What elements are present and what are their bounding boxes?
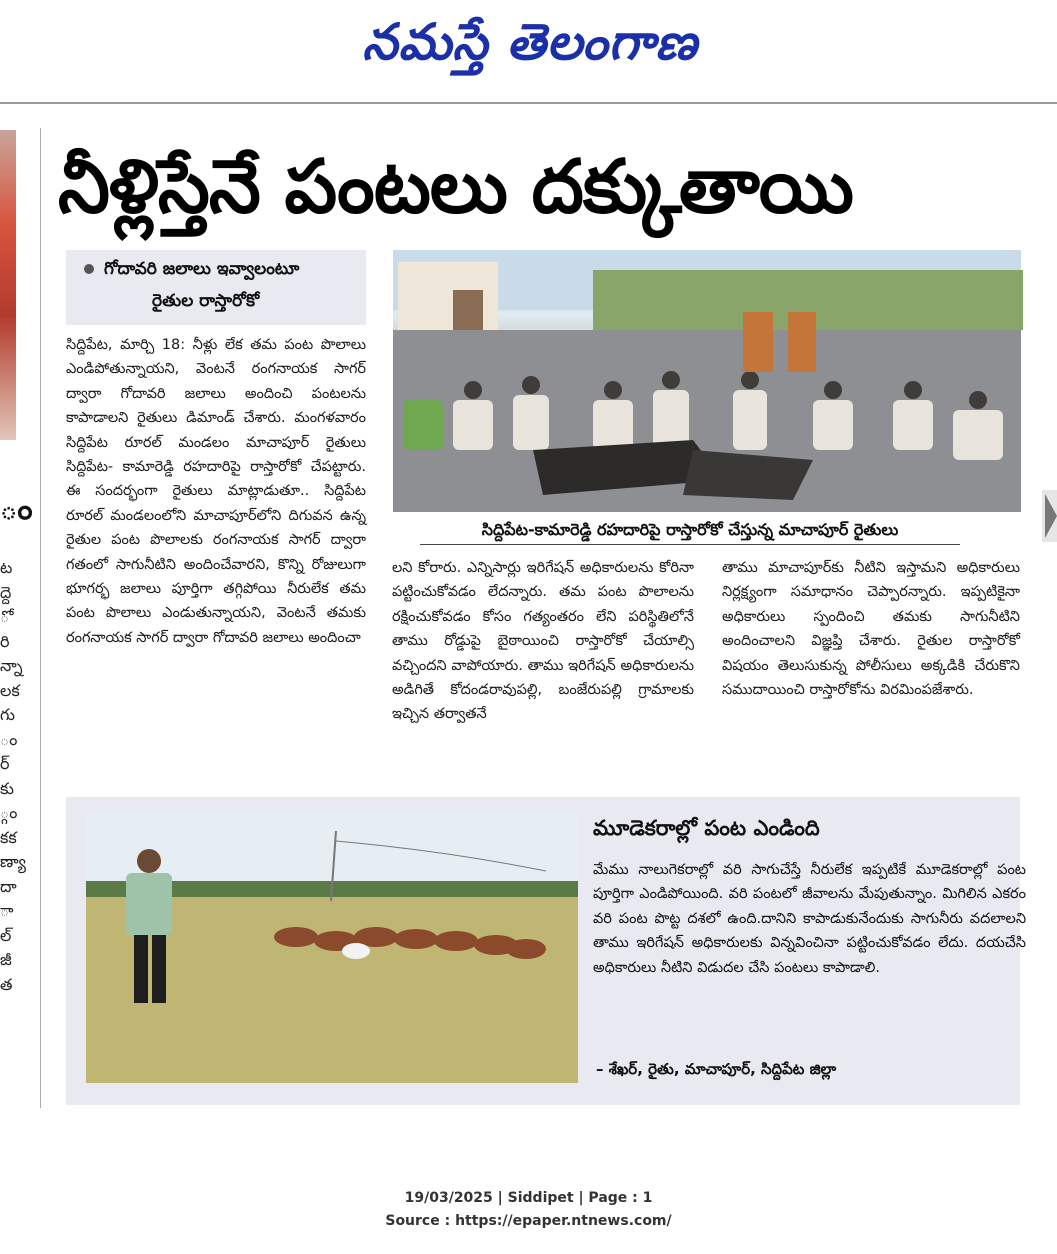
- column-divider: [40, 128, 41, 1108]
- photo-caption: సిద్దిపేట-కామారెడ్డి రహదారిపై రాస్తారోకో చేస్తున్న మాచాపూర్ రైతులు: [420, 516, 960, 545]
- farmer-field-illustration: [86, 811, 578, 1083]
- quote-box-title: మూడెకరాల్లో పంట ఎండింది: [593, 816, 820, 840]
- masthead: [0, 0, 1057, 100]
- subhead-line-2: రైతుల రాస్తారోకో: [152, 291, 260, 311]
- adjacent-article-text-fragment: ట ద్దె ో రి న్నా లక గు ం ర్ కు ్గం కక ణ్యా దా ా ల్ జీ త: [0, 558, 26, 994]
- bullet-icon: [84, 264, 94, 274]
- article-column-1: సిద్దిపేట, మార్చి 18: నీళ్లు లేక తమ పంట పొలాలు ఎండిపోతున్నాయని, వెంటనే రంగనాయక సాగర్ ద్వారా గోదావరి జలాలు అందించి పంటలను కాపాడాలని రైతులు డిమాండ్ చేశారు. మంగళవారం సిద్దిపేట రూరల్ మండలం మాచాపూర్ రైతులు సిద్దిపేట- కామారెడ్డి రహదారిపై రాస్తారోకో చేపట్టారు. ఈ సందర్భంగా రైతులు మాట్లాడుతూ.. సిద్దిపేట రూరల్ మండలంలోని మాచాపూర్‌లోని దిగువన ఉన్న రైతుల పంట పొలాలకు రంగనాయక సాగర్ ద్వారా గతంలో సాగునీటిని అందించేవారని, కొన్ని రోజులుగా భూగర్భ జలాలు పూర్తిగా తగ్గిపోయి నీరులేక తమ పంట పొలాలు ఎండుతున్నాయని, వెంటనే తమకు రంగనాయక సాగర్ ద్వారా గోదావరి జలాలు అందించా: [66, 337, 366, 646]
- article-column-3: తాము మాచాపూర్‌కు నీటిని ఇస్తామని అధికారులు నిర్లక్ష్యంగా సమాధానం చెప్పారన్నారు. ఇప్పటికైనా అధికారులు స్పందించి తమకు సాగునీటిని అందించాలని విజ్ఞప్తి చేశారు. రైతుల రాస్తారోకో విషయం తెలుసుకున్న పోలీసులు అక్కడికి చేరుకొని సముదాయించి రాస్తారోకోను విరమింపజేశారు.: [722, 560, 1020, 699]
- protest-photo: [393, 250, 1021, 512]
- quote-box-signature: – శేఖర్, రైతు, మాచాపూర్, సిద్దిపేట జిల్లా: [596, 1060, 837, 1078]
- footer-source: Source : https://epaper.ntnews.com/: [385, 1213, 672, 1229]
- article-column-2: లని కోరారు. ఎన్నిసార్లు ఇరిగేషన్ అధికారులను కోరినా పట్టించుకోవడం లేదన్నారు. తమ పంట పొలాలను రక్షించుకోవడం కోసం గత్యంతరం లేని పరిస్థితిలోనే తాము రోడ్డుపై బైఠాయించి రాస్తారోకో చేయాల్సి వచ్చిందని వాపోయారు. తాము ఇరిగేషన్ అధికారులను అడిగితే కోదండరావుపల్లి, బంజేరుపల్లి గ్రామాలకు ఇచ్చిన తర్వాతనే: [392, 560, 694, 723]
- article-headline: నీళ్లిస్తేనే పంటలు దక్కుతాయి: [58, 144, 853, 230]
- subhead-line-1: గోదావరి జలాలు ఇవ్వాలంటూ: [104, 259, 300, 279]
- farmer-field-photo: [86, 811, 578, 1083]
- adjacent-article-heading-fragment: ం: [0, 492, 33, 527]
- adjacent-article-photo-fragment: [0, 130, 16, 440]
- newspaper-logo: నమస్తే తెలంగాణ: [362, 13, 698, 71]
- footer-date-edition: 19/03/2025 | Siddipet | Page : 1: [404, 1190, 653, 1206]
- next-page-arrow-icon[interactable]: [1045, 494, 1057, 538]
- article-subhead-box: [66, 250, 366, 325]
- quote-box-text: మేము నాలుగెకరాల్లో వరి సాగుచేస్తే నీరులేక ఇప్పటికే మూడెకరాల్లో పంట పూర్తిగా ఎండిపోయింది. వరి పంటలో జీవాలను మేపుతున్నాం. మిగిలిన ఎకరం వరి పంట పొట్ట దశలో ఉంది.దానిని కాపాడుకునేందుకు సాగునీరు వదలాలని తాము ఇరిగేషన్ అధికారులకు విన్నవించినా పట్టించుకోవడం లేదు. దయచేసి అధికారులు నీటిని విడుదల చేసి పంటలు కాపాడాలి.: [593, 862, 1026, 976]
- masthead-divider: [0, 102, 1057, 104]
- protest-photo-illustration: [393, 250, 1021, 512]
